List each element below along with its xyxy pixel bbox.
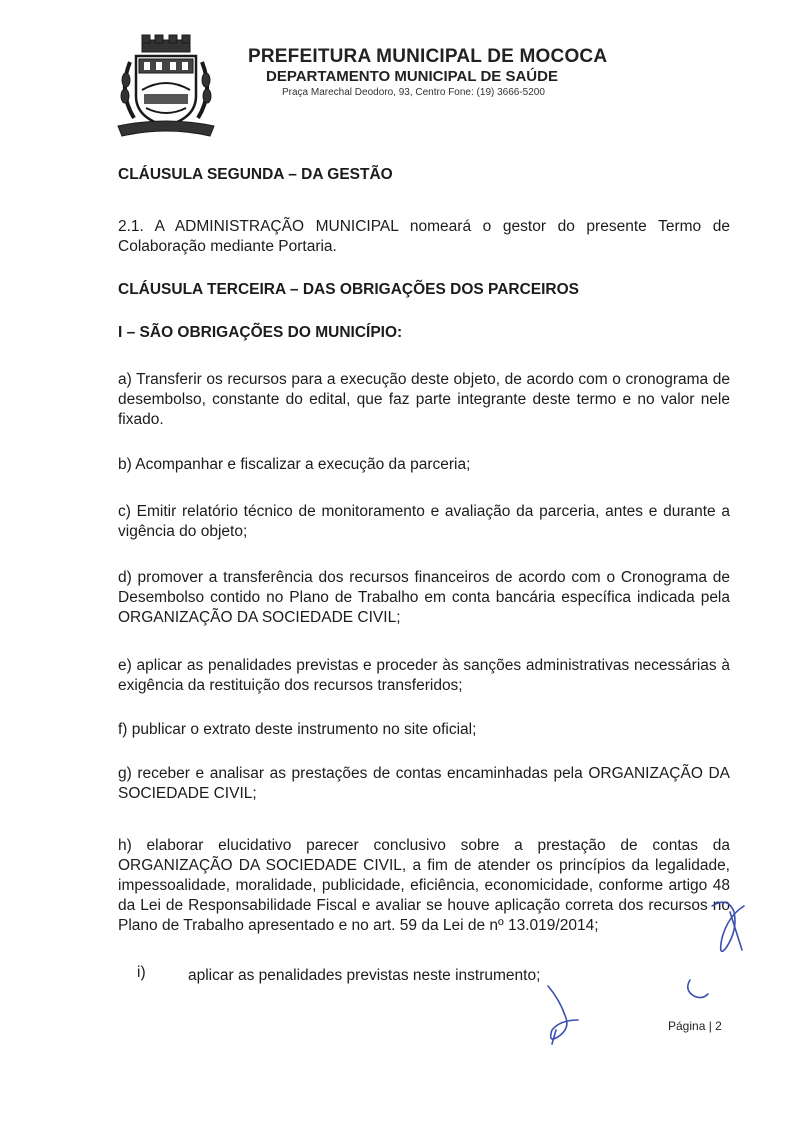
clause-two-paragraph: 2.1. A ADMINISTRAÇÃO MUNICIPAL nomeará o gestor do presente Termo de Colaboração mediante Portaria. [118,218,730,255]
page-number-footer: Página | 2 [668,1019,722,1033]
obligation-item-d: d) promover a transferência dos recursos financeiros de acordo com o Cronograma de Desembolso contido no Plano de Trabalho em conta bancária específica indicada pela ORGANIZAÇÃO DA SOCIEDADE CIVIL; [118,569,730,626]
obligation-item-h: h) elaborar elucidativo parecer conclusivo sobre a prestação de contas da ORGANIZAÇÃO DA SOCIEDADE CIVIL, a fim de atender os princípios da legalidade, impessoalidade, moralidade, publicidade, eficiência, economicidade, conforme artigo 48 da Lei de Responsabilidade Fiscal e avaliar se houve aplicação correta dos recursos no Plano de Trabalho apresentado e no art. 59 da Lei de nº 13.019/2014; [118,837,730,934]
clause-two-heading: CLÁUSULA SEGUNDA – DA GESTÃO [118,166,393,183]
department-name: DEPARTAMENTO MUNICIPAL DE SAÚDE [266,68,558,85]
obligation-item-a: a) Transferir os recursos para a execução deste objeto, de acordo com o cronograma de desembolso, constante do edital, que faz parte integrante deste termo e no valor nele fixado. [118,371,730,428]
clause-three-heading: CLÁUSULA TERCEIRA – DAS OBRIGAÇÕES DOS PARCEIROS [118,281,580,298]
municipality-title: PREFEITURA MUNICIPAL DE MOCOCA [248,46,608,67]
obligation-item-f: f) publicar o extrato deste instrumento no site oficial; [118,721,477,738]
address-line: Praça Marechal Deodoro, 93, Centro Fone: (19) 3666-5200 [282,87,545,98]
obligation-item-g: g) receber e analisar as prestações de contas encaminhadas pela ORGANIZAÇÃO DA SOCIEDADE CIVIL; [118,765,730,802]
municipality-obligations-subheading: I – SÃO OBRIGAÇÕES DO MUNICÍPIO: [118,324,403,341]
obligation-item-b: b) Acompanhar e fiscalizar a execução da parceria; [118,456,471,473]
obligation-item-c: c) Emitir relatório técnico de monitoramento e avaliação da parceria, antes e durante a vigência do objeto; [118,503,730,540]
obligation-item-i: aplicar as penalidades previstas neste instrumento; [188,967,541,984]
obligation-item-e: e) aplicar as penalidades previstas e proceder às sanções administrativas necessárias à exigência da restituição dos recursos transferidos; [118,657,730,694]
municipal-crest-logo [112,32,220,140]
obligation-item-i-marker: i) [137,964,146,981]
